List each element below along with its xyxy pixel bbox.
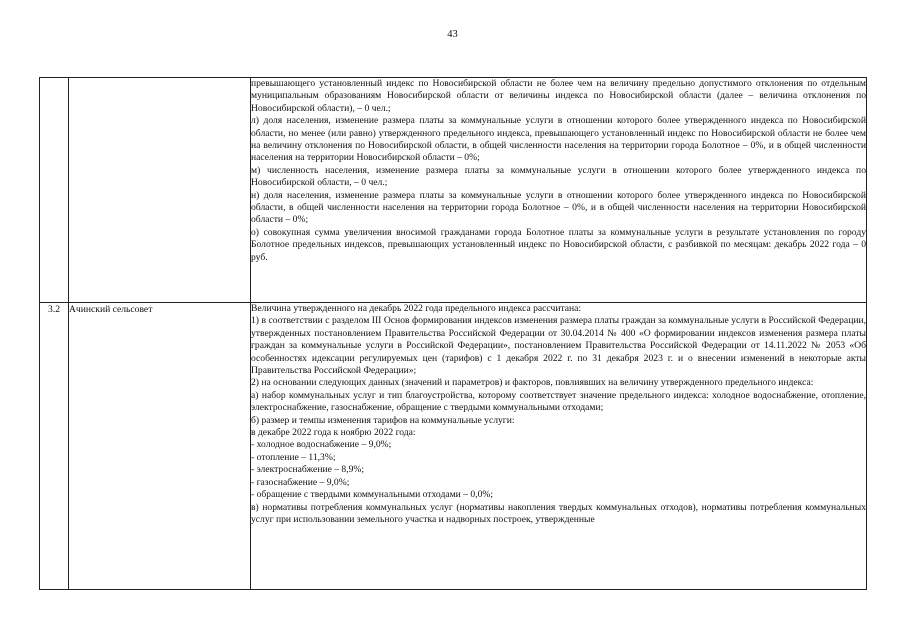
- paragraph: л) доля населения, изменение размера платы за коммунальные услуги в отношении которого более утвержденного индекса по Новосибирской области, но менее (или равно) утвержденного предельного индекса, превышающего установленный индекс по Новосибирской области не более чем на величину отклонения по Новосибирской области, в общей численности населения на территории города Болотное – 0%, и в общей численности населения на территории Новосибирской области – 0%;: [251, 115, 866, 164]
- paragraph: м) численность населения, изменение размера платы за коммунальные услуги в отношении которого более утвержденного индекса по Новосибирской области, – 0 чел.;: [251, 164, 866, 189]
- paragraph: в декабре 2022 года к ноябрю 2022 года:: [251, 427, 416, 439]
- document-table: [39, 77, 867, 590]
- description-cell: [251, 78, 867, 303]
- paragraph: - обращение с твердыми коммунальными отходами – 0,0%;: [251, 489, 494, 501]
- paragraph: - электроснабжение – 8,9%;: [251, 464, 365, 476]
- paragraph: о) совокупная сумма увеличения вносимой гражданами города Болотное платы за коммунальные услуги в результате установления по городу Болотное предельных индексов, превышающих установленный индекс по Новосибирской области, с разбивкой по месяцам: декабрь 2022 года – 0 руб.: [251, 226, 866, 263]
- page-number: 43: [447, 29, 458, 40]
- paragraph: - холодное водоснабжение – 9,0%;: [251, 439, 392, 451]
- municipality-name-cell: [69, 78, 251, 303]
- paragraph: превышающего установленный индекс по Новосибирской области не более чем на величину предельно допустимого отклонения по отдельным муниципальным образованиям Новосибирской области от величины индекса по Новосибирской области (далее – величина отклонения по Новосибирской области), – 0 чел.;: [251, 78, 866, 114]
- paragraph: - отопление – 11,3%;: [251, 451, 336, 463]
- paragraph: в) нормативы потребления коммунальных услуг (нормативы накопления твердых коммунальных отходов), нормативы потребления коммунальных услуг при использовании земельного участка и надворных построек, утвержденные: [251, 501, 866, 525]
- table-row: [40, 303, 867, 590]
- paragraph: 2) на основании следующих данных (значений и параметров) и факторов, повлиявших на величину утвержденного предельного индекса:: [251, 377, 814, 389]
- table-row: [40, 78, 867, 303]
- paragraph: - газоснабжение – 9,0%;: [251, 476, 350, 488]
- municipality-name-cell: Ачинский сельсовет: [69, 303, 251, 590]
- paragraph: Величина утвержденного на декабрь 2022 года предельного индекса рассчитана:: [251, 303, 582, 314]
- paragraph: б) размер и темпы изменения тарифов на коммунальные услуги:: [251, 414, 515, 426]
- row-number-cell: [40, 78, 69, 303]
- paragraph: н) доля населения, изменение размера платы за коммунальные услуги в отношении которого более утвержденного индекса по Новосибирской области, в общей численности населения на территории города Болотное – 0%, и в общей численности населения на территории Новосибирской области – 0%;: [251, 189, 866, 226]
- paragraph: а) набор коммунальных услуг и тип благоустройства, которому соответствует значение предельного индекса: холодное водоснабжение, отопление, электроснабжение, газоснабжение, обращение с твердыми коммунальными отходами;: [251, 389, 866, 414]
- description-cell: [251, 303, 867, 590]
- paragraph: 1) в соответствии с разделом III Основ формирования индексов изменения размера платы граждан за коммунальные услуги в Российской Федерации, утвержденных постановлением Правительства Российской Федерации от 30.04.2014 № 400 «О формировании индексов изменения размера платы граждан за коммунальные услуги в Российской Федерации», постановлением Правительства Российской Федерации от 14.11.2022 № 2053 «Об особенностях идексации регулируемых цен (тарифов) с 1 декабря 2022 г. по 31 декабря 2023 г. и о внесении изменений в некоторые акты Правительства Российской Федерации»;: [251, 315, 866, 377]
- row-number-cell: 3.2: [40, 303, 69, 590]
